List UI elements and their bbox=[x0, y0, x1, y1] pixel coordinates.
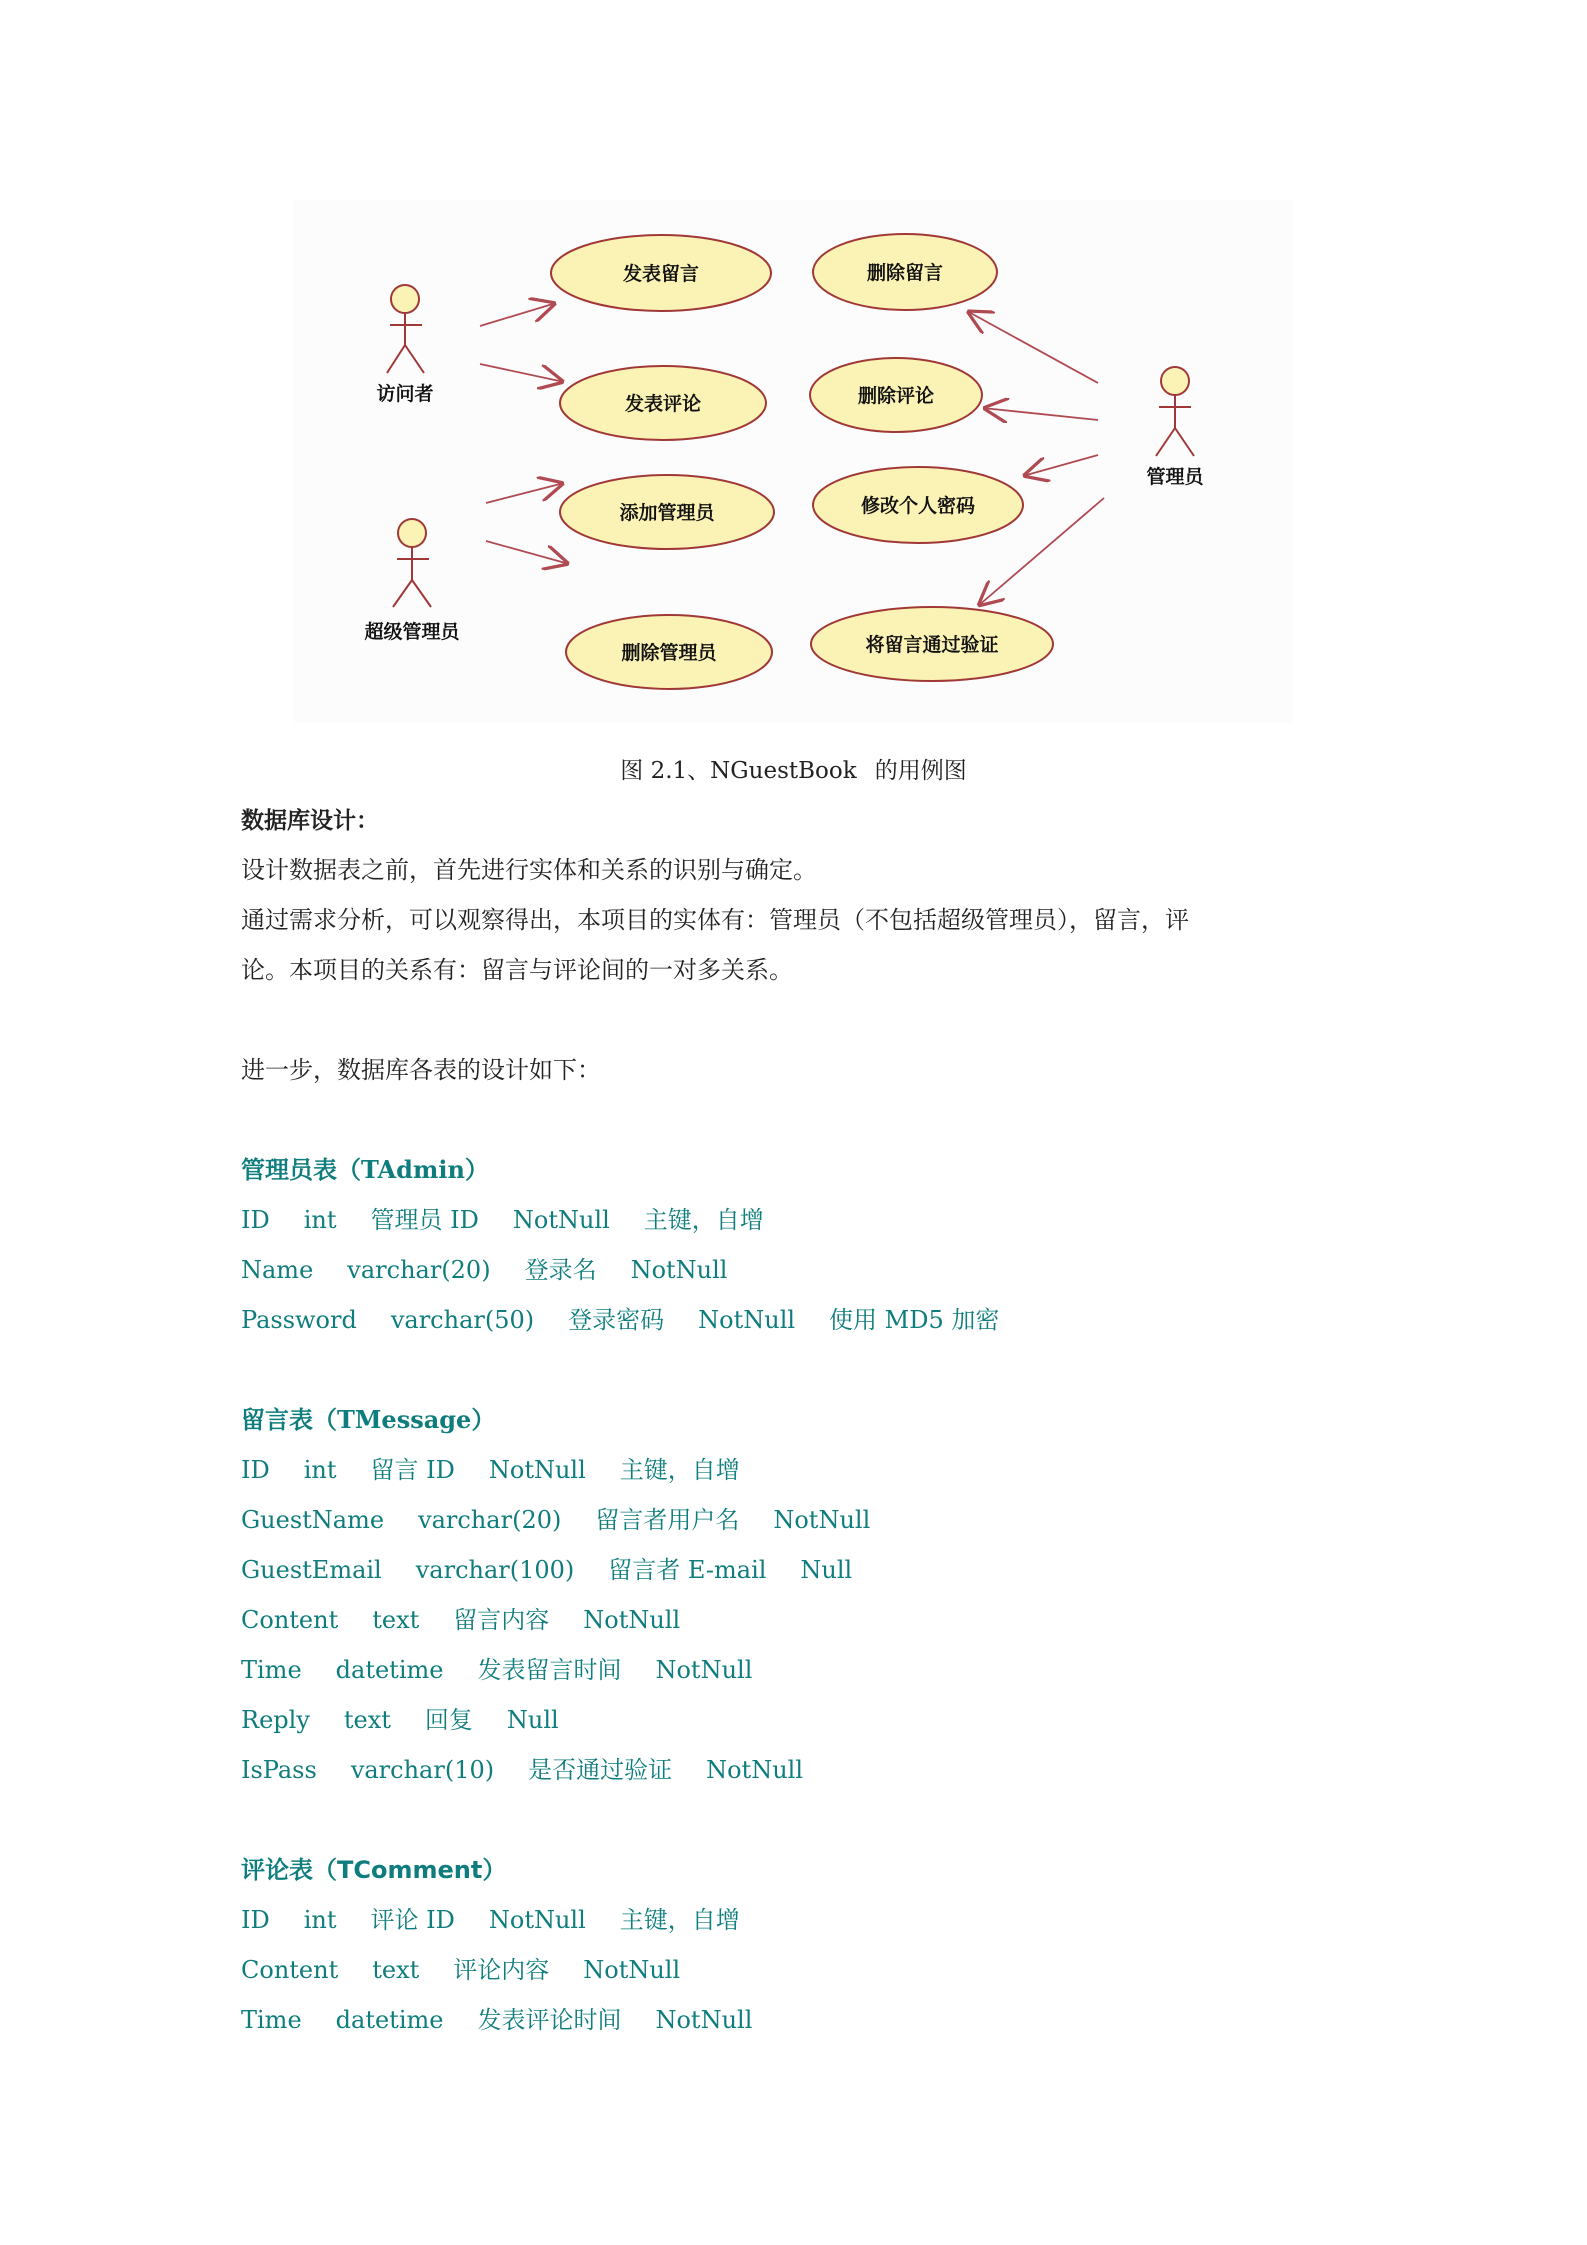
field-note: 使用 MD5 加密 bbox=[829, 1306, 1000, 1334]
field-note: 主键，自增 bbox=[619, 1906, 740, 1934]
field-null: NotNull bbox=[655, 1656, 753, 1684]
use-case-add-admin: 添加管理员 bbox=[619, 502, 715, 524]
field-desc: 登录密码 bbox=[568, 1306, 665, 1334]
use-case-change-password: 修改个人密码 bbox=[860, 495, 976, 517]
paragraph-2-line-1: 通过需求分析，可以观察得出，本项目的实体有：管理员（不包括超级管理员），留言，评 bbox=[241, 906, 1189, 934]
field-type: varchar(100) bbox=[415, 1556, 575, 1584]
use-case-delete-message: 删除留言 bbox=[866, 262, 944, 284]
section-heading bbox=[241, 795, 1361, 846]
actor-admin-label: 管理员 bbox=[1146, 466, 1204, 488]
caption-suffix: 的用例图 bbox=[874, 758, 967, 784]
field-name: Name bbox=[241, 1256, 314, 1284]
field-desc: 留言者用户名 bbox=[595, 1506, 740, 1534]
field-note: 主键，自增 bbox=[643, 1206, 764, 1234]
use-case-post-message: 发表留言 bbox=[622, 263, 700, 285]
use-case-delete-admin: 删除管理员 bbox=[621, 642, 717, 664]
field-null: NotNull bbox=[698, 1306, 796, 1334]
field-desc: 留言 ID bbox=[370, 1456, 455, 1484]
field-null: NotNull bbox=[583, 1956, 681, 1984]
field-name: GuestEmail bbox=[241, 1556, 382, 1584]
field-desc: 是否通过验证 bbox=[528, 1756, 673, 1784]
field-null: Null bbox=[800, 1556, 853, 1584]
table-message-row bbox=[241, 1650, 786, 1685]
table-admin-row bbox=[241, 1300, 1033, 1335]
field-type: datetime bbox=[335, 1656, 444, 1684]
field-name: IsPass bbox=[241, 1756, 317, 1784]
db-design-heading: 数据库设计： bbox=[241, 808, 379, 834]
field-null: NotNull bbox=[488, 1906, 586, 1934]
table-message-row bbox=[241, 1700, 593, 1735]
table-comment-row bbox=[241, 1900, 774, 1935]
caption-prefix: 图 2.1、NGuestBook bbox=[620, 758, 857, 784]
field-type: text bbox=[372, 1606, 420, 1634]
use-case-approve-message: 将留言通过验证 bbox=[865, 634, 999, 656]
actor-visitor-label: 访问者 bbox=[376, 383, 434, 405]
field-type: int bbox=[303, 1206, 337, 1234]
field-name: Time bbox=[241, 1656, 302, 1684]
table-message-row bbox=[241, 1450, 774, 1485]
field-type: int bbox=[303, 1456, 337, 1484]
table-admin-row bbox=[241, 1200, 798, 1235]
field-null: NotNull bbox=[488, 1456, 586, 1484]
field-name: ID bbox=[241, 1906, 270, 1934]
table-admin-title: 管理员表（TAdmin） bbox=[241, 1155, 489, 1184]
field-desc: 发表评论时间 bbox=[477, 2006, 622, 2034]
paragraph-1: 设计数据表之前，首先进行实体和关系的识别与确定。 bbox=[241, 856, 817, 884]
field-desc: 留言内容 bbox=[453, 1606, 550, 1634]
field-desc: 留言者 E-mail bbox=[608, 1556, 767, 1584]
field-desc: 发表留言时间 bbox=[477, 1656, 622, 1684]
table-comment-row bbox=[241, 2000, 786, 2035]
field-type: text bbox=[343, 1706, 391, 1734]
table-message-title: 留言表（TMessage） bbox=[241, 1405, 496, 1434]
actor-admin-icon bbox=[1156, 367, 1194, 456]
field-type: varchar(20) bbox=[418, 1506, 562, 1534]
field-null: NotNull bbox=[706, 1756, 804, 1784]
field-name: ID bbox=[241, 1456, 270, 1484]
table-message-row bbox=[241, 1600, 714, 1635]
field-name: GuestName bbox=[241, 1506, 385, 1534]
field-null: NotNull bbox=[512, 1206, 610, 1234]
actor-visitor-icon bbox=[387, 285, 424, 373]
field-type: varchar(20) bbox=[347, 1256, 491, 1284]
field-type: int bbox=[303, 1906, 337, 1934]
paragraph-2-line-2: 论。本项目的关系有：留言与评论间的一对多关系。 bbox=[241, 956, 793, 984]
field-note: 主键，自增 bbox=[619, 1456, 740, 1484]
field-null: Null bbox=[506, 1706, 559, 1734]
field-type: varchar(50) bbox=[390, 1306, 535, 1334]
table-message-row bbox=[241, 1500, 904, 1535]
paragraph-3: 进一步，数据库各表的设计如下： bbox=[241, 1056, 601, 1084]
field-desc: 评论内容 bbox=[453, 1956, 550, 1984]
actor-super-admin-icon bbox=[393, 519, 431, 607]
table-message-row bbox=[241, 1550, 886, 1585]
use-case-delete-comment: 删除评论 bbox=[857, 385, 935, 407]
field-desc: 登录名 bbox=[524, 1256, 597, 1284]
table-comment-title: 评论表（TComment） bbox=[241, 1856, 507, 1884]
use-case-post-comment: 发表评论 bbox=[624, 393, 702, 415]
field-null: NotNull bbox=[773, 1506, 871, 1534]
field-name: Reply bbox=[241, 1706, 310, 1734]
field-name: Password bbox=[241, 1306, 357, 1334]
use-case-diagram bbox=[294, 200, 1293, 723]
figure-caption bbox=[0, 752, 1587, 785]
field-name: ID bbox=[241, 1206, 270, 1234]
field-name: Content bbox=[241, 1606, 339, 1634]
field-type: text bbox=[372, 1956, 420, 1984]
field-desc: 管理员 ID bbox=[370, 1206, 479, 1234]
field-null: NotNull bbox=[655, 2006, 753, 2034]
field-name: Content bbox=[241, 1956, 339, 1984]
field-type: datetime bbox=[335, 2006, 444, 2034]
table-comment-row bbox=[241, 1950, 714, 1985]
field-desc: 评论 ID bbox=[370, 1906, 455, 1934]
field-null: NotNull bbox=[630, 1256, 728, 1284]
field-desc: 回复 bbox=[424, 1706, 473, 1734]
field-type: varchar(10) bbox=[350, 1756, 495, 1784]
table-admin-row bbox=[241, 1250, 761, 1285]
field-null: NotNull bbox=[583, 1606, 681, 1634]
field-name: Time bbox=[241, 2006, 302, 2034]
actor-super-admin-label: 超级管理员 bbox=[364, 621, 460, 643]
table-message-row bbox=[241, 1750, 837, 1785]
